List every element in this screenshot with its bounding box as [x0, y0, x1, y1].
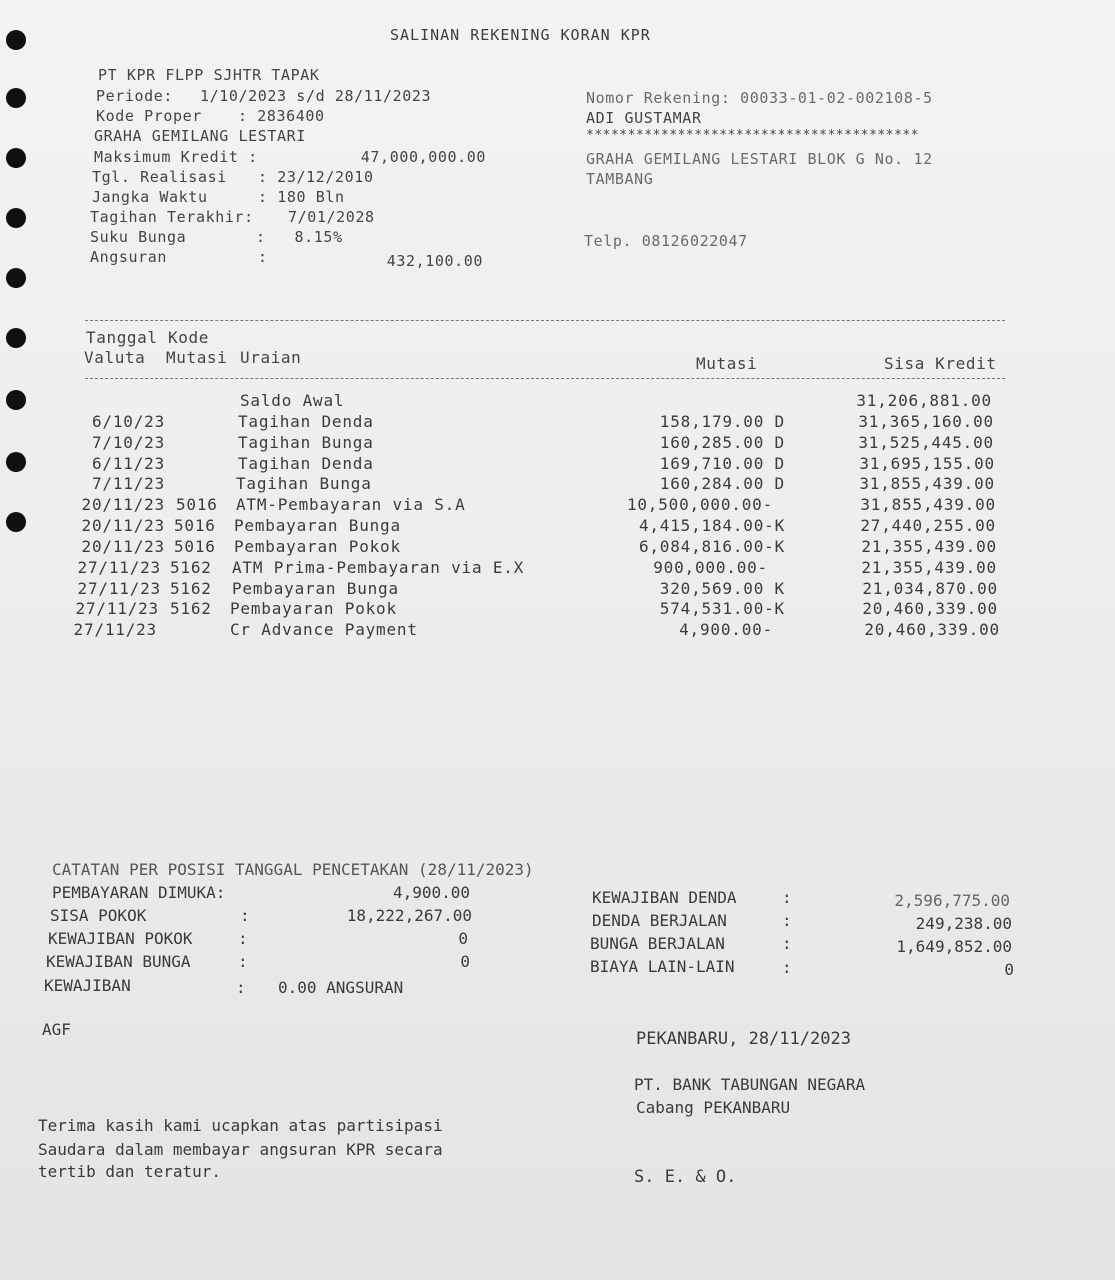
table-row — [0, 433, 1115, 454]
row-date: 27/11/23 — [77, 558, 161, 577]
branch-name: Cabang PEKANBARU — [636, 1098, 791, 1117]
row-uraian: Tagihan Bunga — [236, 474, 372, 493]
col-uraian: Uraian — [240, 348, 302, 367]
periode-label: Periode: — [96, 87, 174, 105]
table-row — [0, 454, 1115, 475]
angsuran-value: 432,100.00 — [386, 252, 483, 270]
row-kode: 5016 — [174, 516, 216, 535]
table-row — [0, 620, 1115, 641]
nomor-rekening: Nomor Rekening: 00033-01-02-002108-5 — [586, 89, 933, 107]
catatan-heading: CATATAN PER POSISI TANGGAL PENCETAKAN (28/11/2023) — [52, 860, 534, 879]
row-sisa-kredit: 31,206,881.00 — [856, 391, 992, 410]
project-name: GRAHA GEMILANG LESTARI — [94, 127, 306, 145]
row-mutasi: 10,500,000.00- — [626, 495, 773, 514]
col-mutasi-kode: Mutasi — [166, 348, 228, 367]
row-date: 7/10/23 — [91, 433, 165, 452]
biaya-lain-label: BIAYA LAIN-LAIN — [590, 957, 735, 976]
row-uraian: Pembayaran Bunga — [234, 516, 401, 535]
row-mutasi: 900,000.00- — [653, 558, 768, 577]
table-row — [0, 579, 1115, 600]
row-date: 27/11/23 — [77, 579, 161, 598]
product-name: PT KPR FLPP SJHTR TAPAK — [98, 66, 320, 84]
table-row — [0, 558, 1115, 579]
row-uraian: Tagihan Bunga — [238, 433, 374, 452]
kewajiban-colon: : — [236, 978, 246, 997]
table-row — [0, 391, 1115, 412]
kewajiban-denda-label: KEWAJIBAN DENDA — [592, 888, 737, 907]
bunga-berjalan-colon: : — [782, 934, 792, 953]
row-uraian: Tagihan Denda — [238, 454, 374, 473]
suku-bunga-label: Suku Bunga — [90, 228, 187, 246]
row-sisa-kredit: 21,355,439.00 — [861, 537, 997, 556]
tagihan-terakhir-value: 7/01/2028 — [288, 208, 375, 226]
thanks-line-1: Terima kasih kami ucapkan atas partisipasi — [38, 1116, 443, 1135]
row-uraian: Pembayaran Pokok — [234, 537, 401, 556]
row-date: 7/11/23 — [91, 474, 165, 493]
kode-proper-value: : 2836400 — [238, 107, 325, 125]
binder-hole — [6, 208, 26, 228]
row-sisa-kredit: 31,365,160.00 — [858, 412, 994, 431]
kewajiban-value: 0.00 ANGSURAN — [278, 978, 404, 997]
city-date: PEKANBARU, 28/11/2023 — [636, 1029, 851, 1049]
table-top-rule — [85, 320, 1005, 321]
biaya-lain-value: 0 — [1004, 960, 1014, 979]
row-sisa-kredit: 31,855,439.00 — [859, 474, 995, 493]
operator-code: AGF — [42, 1020, 71, 1039]
col-sisa-kredit: Sisa Kredit — [884, 354, 997, 373]
alamat-line-2: TAMBANG — [586, 170, 654, 188]
pembayaran-dimuka-value: 4,900.00 — [392, 883, 470, 902]
thanks-line-3: tertib dan teratur. — [38, 1162, 222, 1181]
row-date: 27/11/23 — [73, 620, 157, 639]
telp-number: Telp. 08126022047 — [584, 232, 748, 250]
row-mutasi: 4,415,184.00-K — [638, 516, 785, 535]
kewajiban-label: KEWAJIBAN — [44, 976, 131, 995]
tgl-realisasi-value: : 23/12/2010 — [258, 168, 374, 186]
col-kode: Kode — [168, 328, 209, 347]
row-sisa-kredit: 31,525,445.00 — [858, 433, 994, 452]
row-kode: 5162 — [170, 579, 212, 598]
denda-berjalan-value: 249,238.00 — [915, 914, 1012, 933]
bank-name: PT. BANK TABUNGAN NEGARA — [634, 1075, 866, 1094]
row-date: 20/11/23 — [81, 516, 165, 535]
table-row — [0, 412, 1115, 433]
sisa-pokok-colon: : — [240, 906, 250, 925]
kewajiban-bunga-colon: : — [238, 952, 248, 971]
pembayaran-dimuka-label: PEMBAYARAN DIMUKA: — [52, 883, 226, 902]
binder-hole — [6, 88, 26, 108]
row-mutasi: 320,569.00 K — [659, 579, 785, 598]
separator-stars: **************************************** — [586, 128, 920, 143]
tagihan-terakhir-label: Tagihan Terakhir: — [90, 208, 254, 226]
suku-bunga-value: : 8.15% — [256, 228, 343, 246]
row-sisa-kredit: 20,460,339.00 — [864, 620, 1000, 639]
table-header-rule — [85, 378, 1005, 379]
row-sisa-kredit: 31,855,439.00 — [860, 495, 996, 514]
table-row — [0, 474, 1115, 495]
row-uraian: Saldo Awal — [240, 391, 345, 410]
row-uraian: ATM Prima-Pembayaran via E.X — [232, 558, 525, 577]
row-date: 20/11/23 — [81, 495, 165, 514]
row-uraian: ATM-Pembayaran via S.A — [236, 495, 466, 514]
denda-berjalan-colon: : — [782, 911, 792, 930]
kewajiban-pokok-value: 0 — [458, 929, 468, 948]
row-mutasi: 169,710.00 D — [659, 454, 785, 473]
row-mutasi: 574,531.00-K — [659, 599, 785, 618]
row-kode: 5016 — [176, 495, 218, 514]
bunga-berjalan-value: 1,649,852.00 — [896, 937, 1012, 956]
periode-value: 1/10/2023 s/d 28/11/2023 — [200, 87, 432, 105]
col-mutasi: Mutasi — [696, 354, 758, 373]
jangka-waktu-value: : 180 Bln — [258, 188, 345, 206]
row-mutasi: 4,900.00- — [679, 620, 773, 639]
row-date: 27/11/23 — [75, 599, 159, 618]
col-tanggal: Tanggal — [86, 328, 158, 347]
row-mutasi: 158,179.00 D — [659, 412, 785, 431]
table-row — [0, 537, 1115, 558]
binder-hole — [6, 148, 26, 168]
kode-proper-label: Kode Proper — [96, 107, 202, 125]
kewajiban-denda-value: 2,596,775.00 — [894, 891, 1010, 910]
binder-hole — [6, 328, 26, 348]
row-mutasi: 6,084,816.00-K — [638, 537, 785, 556]
kewajiban-bunga-value: 0 — [460, 952, 470, 971]
kewajiban-bunga-label: KEWAJIBAN BUNGA — [46, 952, 191, 971]
row-uraian: Pembayaran Pokok — [230, 599, 397, 618]
bunga-berjalan-label: BUNGA BERJALAN — [590, 934, 725, 953]
seo-disclaimer: S. E. & O. — [634, 1167, 737, 1187]
row-date: 6/10/23 — [91, 412, 165, 431]
row-mutasi: 160,285.00 D — [659, 433, 785, 452]
kewajiban-pokok-label: KEWAJIBAN POKOK — [48, 929, 193, 948]
row-date: 20/11/23 — [81, 537, 165, 556]
row-mutasi: 160,284.00 D — [659, 474, 785, 493]
row-uraian: Cr Advance Payment — [230, 620, 418, 639]
tgl-realisasi-label: Tgl. Realisasi — [92, 168, 227, 186]
row-sisa-kredit: 31,695,155.00 — [859, 454, 995, 473]
sisa-pokok-value: 18,222,267.00 — [346, 906, 472, 925]
row-kode: 5162 — [170, 599, 212, 618]
table-row — [0, 599, 1115, 620]
row-kode: 5162 — [170, 558, 212, 577]
table-row — [0, 495, 1115, 516]
angsuran-colon: : — [258, 248, 268, 266]
maks-kredit-value: 47,000,000.00 — [360, 148, 486, 166]
row-sisa-kredit: 27,440,255.00 — [860, 516, 996, 535]
table-row — [0, 516, 1115, 537]
document-title: SALINAN REKENING KORAN KPR — [390, 26, 651, 44]
biaya-lain-colon: : — [782, 958, 792, 977]
jangka-waktu-label: Jangka Waktu — [92, 188, 208, 206]
row-sisa-kredit: 21,355,439.00 — [861, 558, 997, 577]
sisa-pokok-label: SISA POKOK — [50, 906, 147, 925]
kewajiban-pokok-colon: : — [238, 929, 248, 948]
row-date: 6/11/23 — [91, 454, 165, 473]
row-sisa-kredit: 20,460,339.00 — [862, 599, 998, 618]
row-uraian: Pembayaran Bunga — [232, 579, 399, 598]
alamat-line-1: GRAHA GEMILANG LESTARI BLOK G No. 12 — [586, 150, 933, 168]
denda-berjalan-label: DENDA BERJALAN — [592, 911, 727, 930]
nasabah-name: ADI GUSTAMAR — [586, 109, 702, 127]
kewajiban-denda-colon: : — [782, 888, 792, 907]
col-valuta: Valuta — [84, 348, 146, 367]
binder-hole — [6, 268, 26, 288]
row-kode: 5016 — [174, 537, 216, 556]
maks-kredit-label: Maksimum Kredit : — [94, 148, 258, 166]
binder-hole — [6, 30, 26, 50]
row-uraian: Tagihan Denda — [238, 412, 374, 431]
thanks-line-2: Saudara dalam membayar angsuran KPR secara — [38, 1140, 443, 1159]
angsuran-label: Angsuran — [90, 248, 168, 266]
row-sisa-kredit: 21,034,870.00 — [862, 579, 998, 598]
